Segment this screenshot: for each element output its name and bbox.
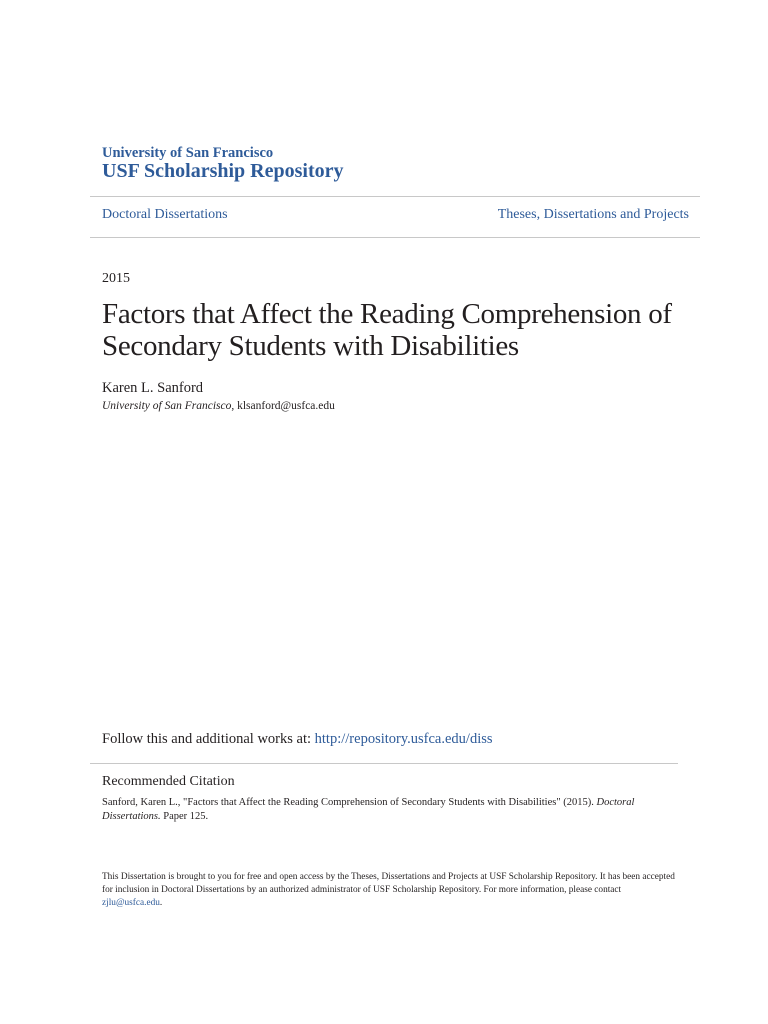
follow-line [102, 731, 493, 748]
citation-divider [90, 763, 678, 764]
collection-link-doctoral[interactable]: Doctoral Dissertations [102, 207, 228, 222]
citation-series: Doctoral Dissertations. [102, 797, 635, 822]
institution-name[interactable]: University of San Francisco [102, 145, 274, 161]
follow-text: Follow this and additional works at: [102, 731, 315, 747]
header-divider-bottom [90, 237, 700, 238]
citation-paper: Paper 125. [160, 811, 209, 822]
access-notice [102, 871, 677, 910]
collection-link-theses[interactable]: Theses, Dissertations and Projects [497, 207, 689, 222]
contact-email-link[interactable]: zjlu@usfca.edu [102, 898, 160, 908]
author-affiliation: University of San Francisco [102, 400, 232, 412]
citation-text: Sanford, Karen L., "Factors that Affect the Reading Comprehension of Secondary Students with Disabilities" (2015). [102, 797, 597, 808]
citation-body [102, 796, 662, 824]
citation-heading: Recommended Citation [102, 774, 235, 789]
notice-end: . [159, 898, 163, 908]
author-email[interactable]: klsanford@usfca.edu [237, 400, 335, 412]
publication-year: 2015 [102, 271, 130, 286]
author-name: Karen L. Sanford [102, 380, 204, 396]
repository-name[interactable]: USF Scholarship Repository [102, 160, 344, 182]
affiliation-separator: , [231, 400, 238, 412]
repository-url-link[interactable]: http://repository.usfca.edu/diss [314, 731, 493, 747]
author-affiliation-line [102, 400, 335, 412]
document-title: Factors that Affect the Reading Comprehension of Secondary Students with Disabilities [102, 298, 672, 362]
notice-text: This Dissertation is brought to you for free and open access by the Theses, Dissertations and Projects at USF Scholarship Repository. It has been accepted for inclusion in Doctoral Dissertations by an authorized administrator of USF Scholarship Repository. For more information, please contact [102, 872, 675, 895]
header-divider-top [90, 196, 700, 197]
